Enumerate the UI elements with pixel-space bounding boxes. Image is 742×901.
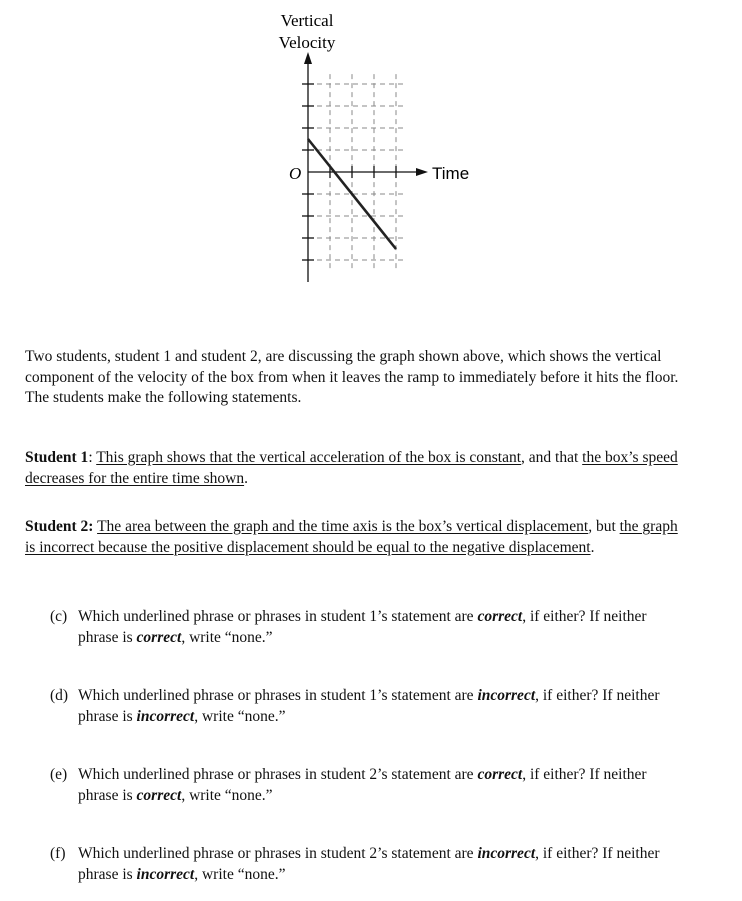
intro-line3: The students make the following statements. bbox=[25, 389, 302, 406]
question-text: phrase is bbox=[78, 865, 137, 883]
question-label: (f) bbox=[50, 845, 66, 862]
x-axis-label: Time bbox=[432, 164, 470, 183]
question-text: phrase is bbox=[78, 628, 137, 646]
question-text: , if either? If neither bbox=[535, 687, 660, 704]
student2-phrase2b: is incorrect because the positive displacement should be equal to the negative displacement bbox=[25, 538, 591, 556]
question-text: phrase is bbox=[78, 707, 137, 725]
question-keyword: correct bbox=[477, 608, 523, 625]
question-label: (d) bbox=[50, 687, 69, 704]
student1-statement bbox=[25, 448, 725, 489]
question-keyword: incorrect bbox=[477, 687, 536, 704]
question-keyword: incorrect bbox=[477, 845, 536, 862]
question-f bbox=[50, 844, 720, 885]
question-text: , write “none.” bbox=[194, 865, 286, 883]
student1-end: . bbox=[244, 469, 248, 487]
question-text: , write “none.” bbox=[181, 628, 273, 646]
question-text: phrase is bbox=[78, 786, 137, 804]
student2-phrase2a: the graph bbox=[619, 518, 678, 535]
x-axis-arrowhead bbox=[416, 168, 428, 176]
intro-line2: component of the velocity of the box from when it leaves the ramp to immediately before it hits the floor. bbox=[25, 368, 679, 386]
student2-label: Student 2: bbox=[25, 518, 94, 535]
graph-axes bbox=[304, 52, 428, 282]
y-axis-label-line1: Vertical bbox=[280, 11, 334, 30]
question-text: Which underlined phrase or phrases in student 2’s statement are bbox=[78, 845, 478, 862]
question-d bbox=[50, 686, 720, 727]
velocity-time-graph bbox=[0, 0, 742, 300]
student1-colon: : bbox=[88, 449, 97, 466]
intro-line1: Two students, student 1 and student 2, are discussing the graph shown above, which shows the vertical bbox=[25, 348, 662, 365]
origin-label: O bbox=[289, 164, 302, 183]
student1-mid: , and that bbox=[521, 449, 583, 466]
student2-statement bbox=[25, 517, 725, 558]
question-e bbox=[50, 765, 720, 806]
question-keyword: incorrect bbox=[136, 707, 195, 725]
question-text: , if either? If neither bbox=[522, 766, 647, 783]
y-axis-label-line2: Velocity bbox=[278, 33, 336, 52]
question-text: , if either? If neither bbox=[522, 608, 647, 625]
student1-phrase2a: the box’s speed bbox=[582, 449, 678, 466]
question-text: Which underlined phrase or phrases in student 1’s statement are bbox=[78, 608, 478, 625]
student1-phrase1: This graph shows that the vertical acceleration of the box is constant bbox=[96, 449, 522, 466]
student1-label: Student 1 bbox=[25, 449, 89, 466]
question-label: (c) bbox=[50, 608, 68, 625]
question-text: Which underlined phrase or phrases in student 1’s statement are bbox=[78, 687, 478, 704]
question-keyword: correct bbox=[136, 628, 182, 646]
question-keyword: incorrect bbox=[136, 865, 195, 883]
question-label: (e) bbox=[50, 766, 68, 783]
student2-mid: , but bbox=[588, 518, 620, 535]
student1-phrase2b: decreases for the entire time shown bbox=[25, 469, 245, 487]
question-keyword: correct bbox=[136, 786, 182, 804]
y-axis-arrowhead bbox=[304, 52, 312, 64]
student2-end: . bbox=[590, 538, 595, 556]
question-text: , write “none.” bbox=[194, 707, 286, 725]
question-text: , if either? If neither bbox=[535, 845, 660, 862]
intro-paragraph bbox=[25, 347, 725, 409]
question-text: Which underlined phrase or phrases in student 2’s statement are bbox=[78, 766, 478, 783]
question-text: , write “none.” bbox=[181, 786, 273, 804]
student2-phrase1: The area between the graph and the time axis is the box’s vertical displacement bbox=[97, 518, 589, 535]
question-c bbox=[50, 607, 720, 648]
question-keyword: correct bbox=[477, 766, 523, 783]
